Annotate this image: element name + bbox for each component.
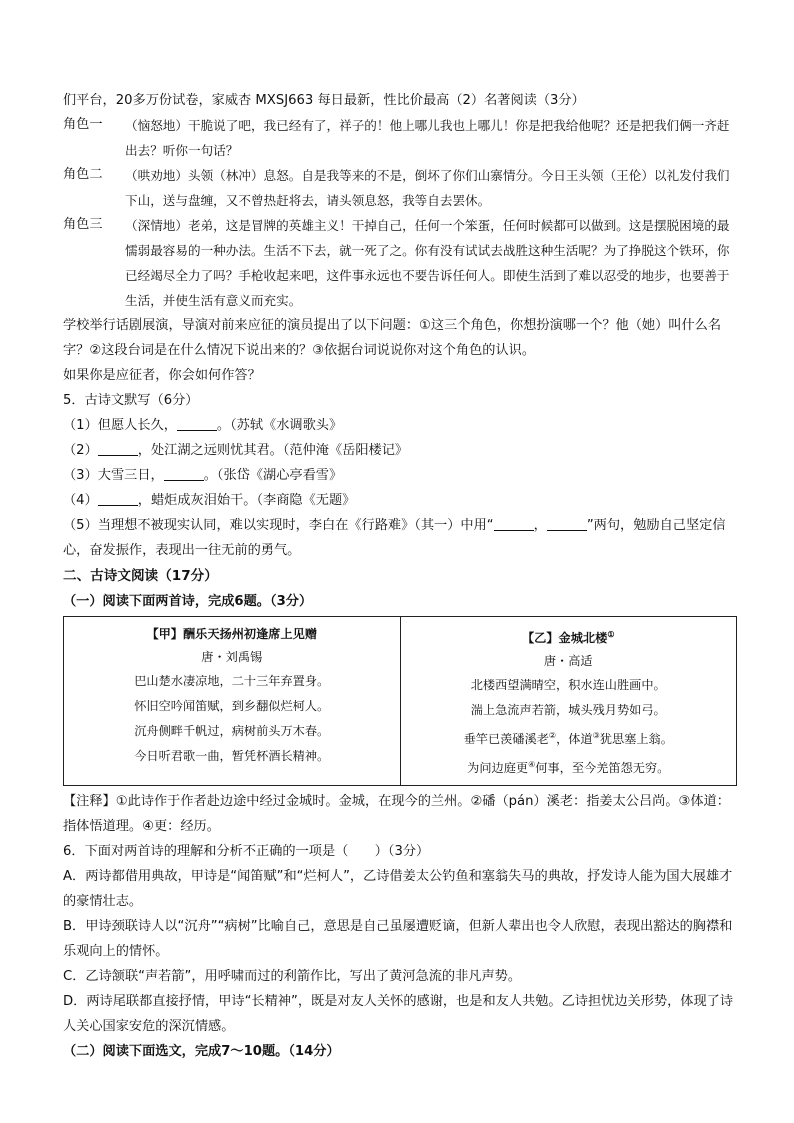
q5-item-text: （4） [63,493,98,508]
poem-notes: 【注释】①此诗作于作者赴边途中经过金城时。金城，在现今的兰州。②磻（pán）溪老：指姜太公吕尚。③体道：指体悟道理。④更：经历。 [63,794,730,835]
poem-title: 【甲】酬乐天扬州初逢席上见赠 [146,627,318,641]
q6-option-a: A．两诗都借用典故，甲诗是“闻笛赋”和“烂柯人”，乙诗借姜太公钓鱼和塞翁失马的典故，抒发诗人能为国大展雄才的豪情壮志。 [63,869,733,910]
intro-line: 们平台，20多万份试卷，家威杏 MXSJ663 每日最新，性比价最高（2）名著阅读（3分） [63,93,585,108]
q5-item-text: 。（苏轼《水调歌头》 [216,418,343,433]
q5-item-text: ，蜡炬成灰泪始干。（李商隐《无题》 [137,493,356,508]
role-three [63,213,735,313]
q6-option-c: C．乙诗颔联“声若箭”，用呼啸而过的利箭作比，写出了黄河急流的非凡声势。 [63,969,522,985]
sub-section-1-title: （一）阅读下面两首诗，完成6题。（3分） [63,594,313,609]
answer-blank[interactable] [98,491,138,506]
poem-author: 唐・刘禹锡 [201,650,263,664]
role-two [63,163,735,213]
poem-line-text: 犹思塞上翁。 [599,732,673,747]
answer-blank[interactable] [547,516,587,531]
role-text: （哄劝地）头领（林冲）息怒。自是我等来的不是，倒坏了你们山寨情分。今日王头领（王伦）以礼发付我们下山，送与盘缠，又不曾热赶将去，请头领息怒，我等自去罢休。 [125,168,730,208]
poem-b-cell [400,617,737,786]
q5-item-3 [63,463,735,488]
role-one [63,113,735,163]
answer-blank[interactable] [494,516,534,531]
sub-section-2-title: （二）阅读下面选文，完成7～10题。（14分） [63,1044,340,1060]
poem-line: 怀旧空吟闻笛赋，到乡翻似烂柯人。 [134,699,330,713]
q5-item-4 [63,488,735,513]
role-label: 角色一 [63,117,103,132]
poem-line-text: 为问边庭更 [467,761,529,776]
footnote-marker: ③ [592,731,600,741]
footnote-marker: ② [548,731,557,741]
q5-item-text: （3）大雪三日， [63,468,164,483]
q5-item-2 [63,438,735,463]
poem-line: 巴山楚水凄凉地，二十三年弃置身。 [134,674,330,688]
role-text: （深情地）老弟，这是冒牌的英雄主义！干掉自己，任何一个笨蛋，任何时候都可以做到。这是摆脱困境的最懦弱最容易的一种办法。生活不下去，就一死了之。你有没有试试去战胜这种生活呢？为了挣脱这个铁环，你已经竭尽全力了吗？手枪收起来吧，这件事永远也不要告诉任何人。即使生活到了难以忍受的地步，也要善于生活，并使生活有意义而充实。 [125,218,730,308]
q5-item-text: （2） [63,443,98,458]
poem-line: 沉舟侧畔千帆过，病树前头万木春。 [134,724,330,738]
question-text: 学校举行话剧展演，导演对前来应征的演员提出了以下问题：①这三个角色，你想扮演哪一个？他（她）叫什么名字？②这段台词是在什么情况下说出来的？③依据台词说说你对这个角色的认识。 [63,318,722,358]
poem-line: 今日听君歌一曲，暂凭杯酒长精神。 [134,749,330,763]
poem-line: 湍上急流声若箭，城头残月势如弓。 [470,703,666,718]
q5-item-1 [63,413,735,438]
role-label: 角色三 [63,217,103,232]
q6-option-d: D．两诗尾联都直接抒情，甲诗“长精神”，既是对友人关怀的感谢，也是和友人共勉。乙诗担忧边关形势，体现了诗人关心国家安危的深沉情感。 [63,994,734,1035]
answer-blank[interactable] [164,466,204,481]
poem-author: 唐・高适 [543,654,593,669]
poem-line-text: ，体道 [556,732,593,747]
q5-item-text: ，处江湖之远则忧其君。（范仲淹《岳阳楼记》 [137,443,409,458]
q5-item-5 [63,513,735,563]
poem-title [401,623,737,649]
q5-item-text: （1）但愿人长久， [63,418,177,433]
q6-option-b: B．甲诗颈联诗人以“沉舟”“病树”比喻自己，意思是自己虽屡遭贬谪，但新人辈出也令人欣慰，表现出豁达的胸襟和乐观向上的情怀。 [63,919,733,960]
q6-stem: 6．下面对两首诗的理解和分析不正确的一项是（ ）（3分） [63,844,430,860]
poem-line-text: 垂竿已羡磻溪老 [463,732,549,747]
role-label: 角色二 [63,167,103,182]
q5-item-text: ， [533,518,547,533]
answer-blank[interactable] [177,416,217,431]
footnote-marker: ④ [528,760,536,770]
role-text: （恼怒地）干脆说了吧，我已经有了，祥子的！他上哪儿我也上哪儿！你是把我给他呢？还是把我们俩一齐赶出去？听你一句话？ [125,118,730,158]
poem-b [401,623,737,781]
poem-line [401,723,737,752]
section-2-title: 二、古诗文阅读（17分） [63,568,218,584]
poem-line: 北楼西望满晴空，积水连山胜画中。 [470,678,666,693]
poems-table [63,616,737,786]
poem-line-text: 何事，至今羌笛怨无穷。 [535,761,670,776]
question-text-2: 如果你是应征者，你会如何作答？ [63,368,261,383]
poem-a [64,623,400,769]
poem-title-text: 【乙】金城北楼 [522,631,608,646]
footnote-marker: ① [607,629,615,639]
poem-line [401,752,737,781]
poem-a-cell [64,617,401,786]
q5-item-text: ”两句，勉励自己坚定信心，奋发振作，表现出一往无前的勇气。 [63,518,726,558]
q5-title: 5．古诗文默写（6分） [63,393,199,408]
answer-blank[interactable] [98,441,138,456]
document-content [63,88,735,1064]
q5-item-text: 。（张岱《湖心亭看雪》 [203,468,343,483]
q5-item-text: （5）当理想不被现实认同，难以实现时，李白在《行路难》（其一）中用“ [63,518,494,533]
